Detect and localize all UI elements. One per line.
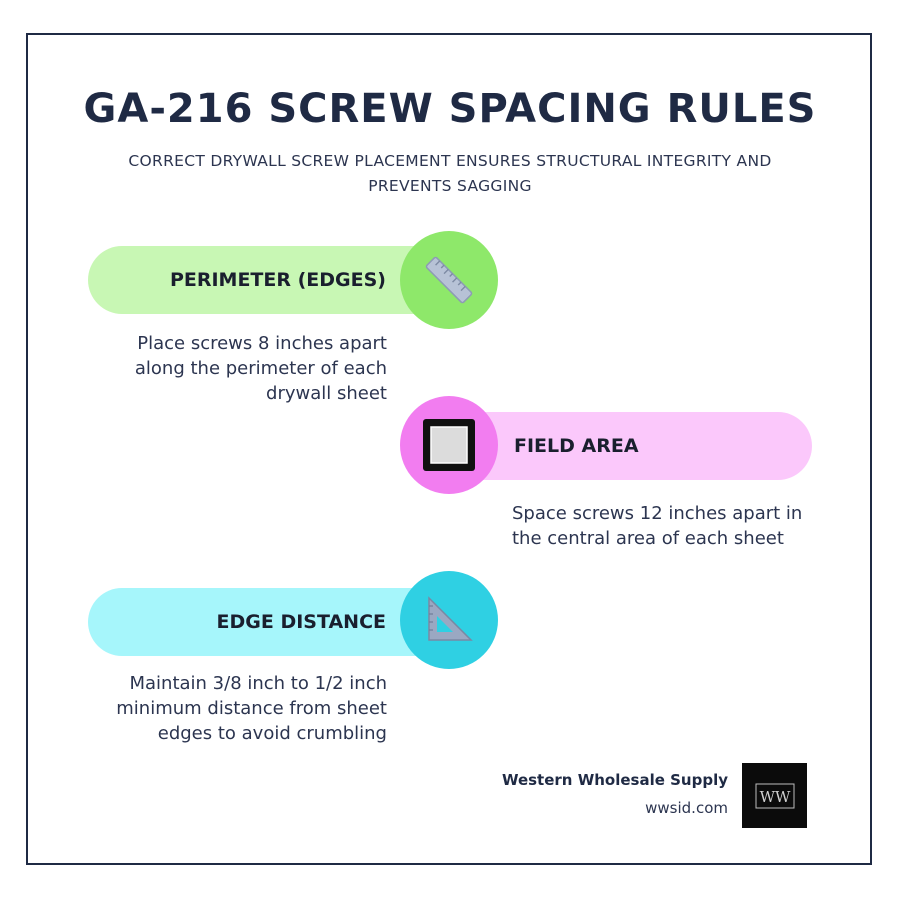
rule-icon-circle-edge-distance [400, 571, 498, 669]
rule-icon-circle-perimeter [400, 231, 498, 329]
ruler-icon [419, 250, 479, 310]
company-website: wwsid.com [645, 799, 728, 817]
rule-label-field-area: FIELD AREA [514, 435, 639, 457]
set-square-icon [421, 592, 477, 648]
square-icon [422, 418, 476, 472]
ww-logo-icon [755, 783, 795, 809]
page-subtitle: CORRECT DRYWALL SCREW PLACEMENT ENSURES STRUCTURAL INTEGRITY AND PREVENTS SAGGING [128, 152, 772, 195]
rule-description-edge-distance: Maintain 3/8 inch to 1/2 inch minimum distance from sheet edges to avoid crumbling [116, 673, 387, 744]
company-logo [742, 763, 807, 828]
rule-description-perimeter: Place screws 8 inches apart along the perimeter of each drywall sheet [134, 333, 387, 404]
page-title: GA-216 SCREW SPACING RULES [83, 86, 817, 132]
rule-description-field-area: Space screws 12 inches apart in the central area of each sheet [512, 503, 803, 549]
rule-pill-perimeter [88, 246, 448, 314]
rule-label-edge-distance: EDGE DISTANCE [216, 611, 386, 633]
company-name: Western Wholesale Supply [501, 771, 728, 789]
rule-icon-circle-field-area [400, 396, 498, 494]
logo-text: WW [759, 787, 790, 806]
rule-label-perimeter: PERIMETER (EDGES) [169, 269, 386, 291]
rule-pill-edge-distance [88, 588, 448, 656]
rule-pill-field-area [452, 412, 812, 480]
